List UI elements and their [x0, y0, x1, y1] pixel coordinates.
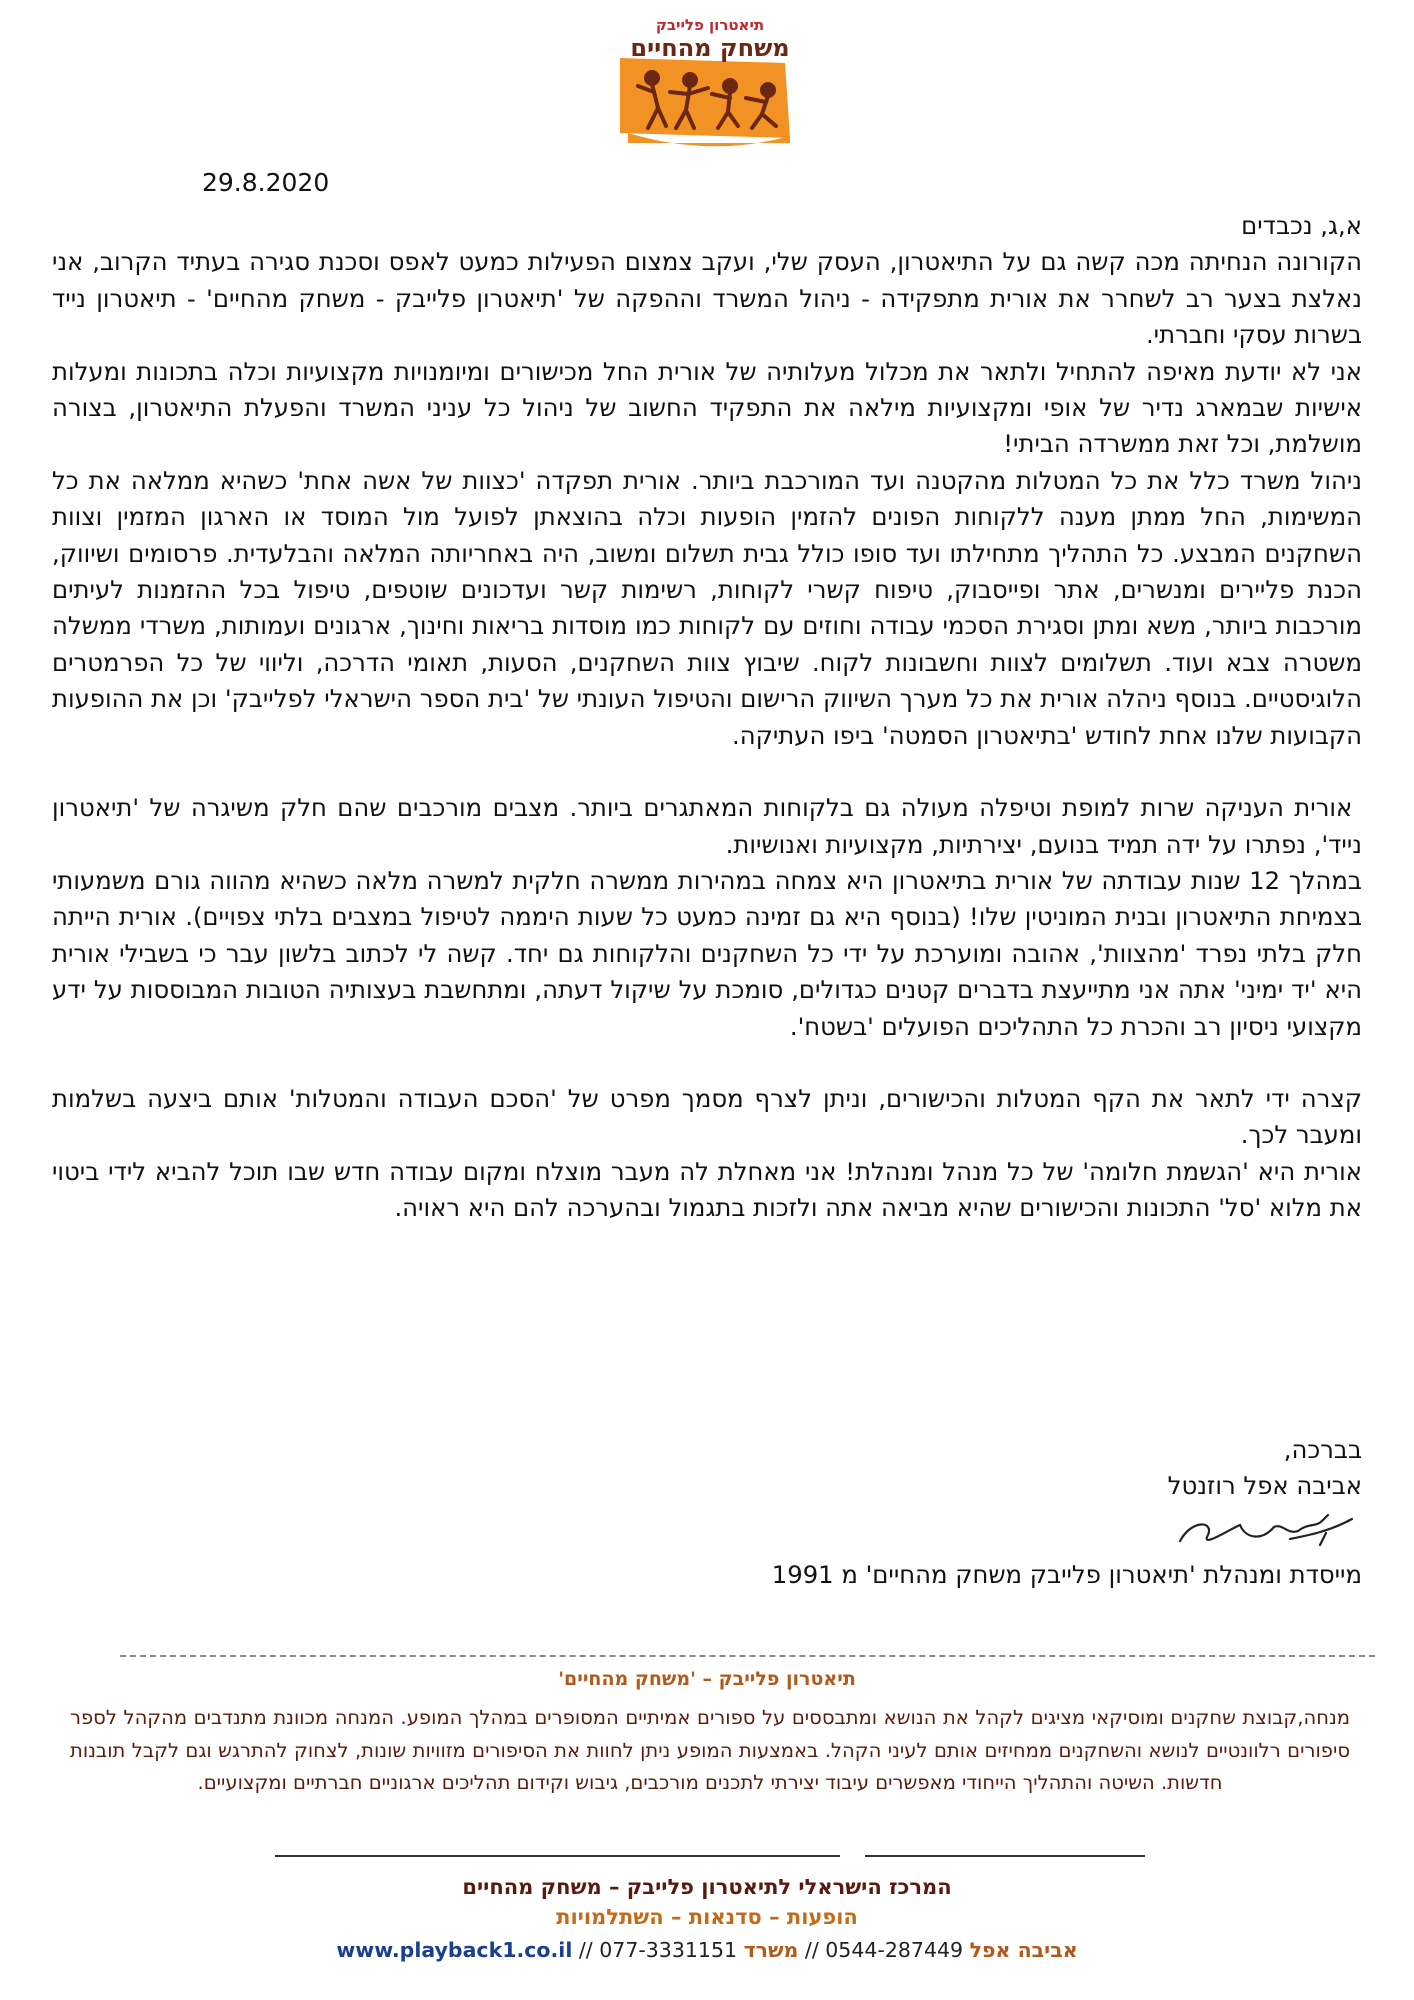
footer-rule-right — [865, 1855, 1145, 1857]
paragraph-6: קצרה ידי לתאר את הקף המטלות והכישורים, וניתן לצרף מסמך מפרט של 'הסכם העבודה והמטלות' אותם ביצעה בשלמות ומעבר לכך. — [52, 1083, 1362, 1150]
mobile-phone[interactable]: 0544-287449 — [825, 1938, 964, 1962]
handwritten-signature — [1170, 1505, 1360, 1555]
footer-rule-left — [275, 1855, 840, 1857]
contact-name: אביבה אפל — [969, 1938, 1078, 1962]
paragraph-4: אורית העניקה שרות למופת וטיפלה מעולה גם בלקוחות המאתגרים ביותר. מצבים מורכבים שהם חלק משיגרה של 'תיאטרון נייד', נפתרו על ידה תמיד בנועם, יצירתיות, מקצועיות ואנושיות. — [52, 793, 1362, 859]
separator: // — [578, 1938, 593, 1962]
center-services: הופעות – סדנאות – השתלמויות — [556, 1905, 858, 1929]
closing-greeting: בברכה, — [1283, 1435, 1362, 1464]
logo-line2: משחק מהחיים — [630, 34, 790, 62]
separator: // — [804, 1938, 819, 1962]
website-link[interactable]: www.playback1.co.il — [336, 1938, 573, 1962]
paragraph-1: הקורונה הנחיתה מכה קשה גם על התיאטרון, העסק שלי, ועקב צמצום הפעילות כמעט לאפס וסכנת סגירה בעתיד הקרוב, אני נאלצת בצער רב לשחרר את אורית מתפקידה - ניהול המשרד וההפקה של 'תיאטרון פלייבק - משחק מהחיים' - תיאטרון נייד בשרות עסקי וחברתי. — [52, 247, 1362, 350]
letter-date: 29.8.2020 — [202, 168, 330, 197]
footer-divider — [120, 1655, 1375, 1657]
paragraph-5: במהלך 12 שנות עבודתה של אורית בתיאטרון היא צמחה במהירות ממשרה חלקית למשרה מלאה כשהיא מהווה גורם משמעותי בצמיחת התיאטרון ובנית המוניטין שלו! (בנוסף היא גם זמינה כמעט כל שעות היממה לטיפול במצבים בלתי צפויים). אורית הייתה חלק בלתי נפרד 'מהצוות', אהובה ומוערכת על ידי כל השחקנים והלקוחות גם יחד. קשה לי לכתוב בלשון עבר כי בשבילי אורית היא 'יד ימיני' אתה אני מתייעצת בדברים קטנים כגדולים, סומכת על שיקול דעתה, ומתחשבת בעצותיה הטובות המבוססות על ידע מקצועי ניסיון רב והכרת כל התהליכים הפועלים 'בשטח'. — [52, 865, 1362, 1041]
letter-body — [52, 208, 1362, 1227]
paragraph-2: אני לא יודעת מאיפה להתחיל ולתאר את מכלול מעלותיה של אורית החל מכישורים ומיומנויות מקצועיות וכלה בתכונות ומעלות אישיות שבמארג נדיר של אופי ומקצועיות מילאה את התפקיד החשוב של ניהול כל עניני המשרד והפעלת התיאטרון, בצורה מושלמת, וכל זאת ממשרדה הביתי! — [52, 356, 1362, 459]
footer-description: מנחה,קבוצת שחקנים ומוסיקאי מציגים לקהל את הנושא ומתבססים על ספורים אמיתיים המסופרים במהלך המופע. המנחה מכוונת מתנדבים מהקהל לספר סיפורים רלוונטיים לנושא והשחקנים ממחיזים אותם לעיני הקהל. באמצעות המופע ניתן לחוות את הסיפורים מזוויות שונות, לצחוק להתרגש וגם לקבל תובנות חדשות. השיטה והתהליך הייחודי מאפשרים עיבוד יצירתי לתכנים מורכבים, גיבוש וקידום תהליכים ארגוניים חברתיים ומקצועיים. — [70, 1706, 1350, 1794]
closing-block — [1168, 1432, 1362, 1505]
signer-name: אביבה אפל רוזנטל — [1167, 1471, 1362, 1501]
office-phone[interactable]: 077-3331151 — [599, 1938, 738, 1962]
contact-line — [0, 1938, 1414, 1962]
paragraph-7: אורית היא 'הגשמת חלומה' של כל מנהל ומנהלת! אני מאחלת לה מעבר מוצלח ומקום עבודה חדש שבו תוכל להביא לידי ביטוי את מלוא 'סל' התכונות והכישורים שהיא מביאה אתה ולזכות בתגמול ובהערכה להם היא ראויה. — [52, 1156, 1362, 1223]
office-label: משרד — [743, 1938, 799, 1962]
theater-logo — [600, 8, 820, 148]
paragraph-3: ניהול משרד כלל את כל המטלות מהקטנה ועד המורכבת ביותר. אורית תפקדה 'כצוות של אשה אחת' כשהיא ממלאה את כל המשימות, החל ממתן מענה ללקוחות הפונים להזמין הופעות וכלה בהוצאתן לפועל מול המוסד או הארגון המזמין וצוות השחקנים המבצע. כל התהליך מתחילתו ועד סופו כולל גבית תשלום ומשוב, היה באחריותה המלאה והבלעדית. פרסומים ושיווק, הכנת פליירים ומנשרים, אתר ופייסבוק, טיפוח קשרי לקוחות, רשימות קשר ועדכונים שוטפים, טיפול בכל ההזמנות לעיתים מורכבות ביותר, משא ומתן וסגירת הסכמי עבודה וחוזים עם לקוחות כמו מוסדות בריאות וחינוך, ארגונים ועמותות, משרדי ממשלה משטרה צבא ועוד. תשלומים לצוות וחשבונות לקוח. שיבוץ צוות השחקנים, הסעות, תאומי הדרכה, וליווי של כל הפרמטרים הלוגיסטיים. בנוסף ניהלה אורית את כל מערך השיווק הרישום והטיפול העונתי של 'בית הספר הישראלי לפלייבק' וכן את ההופעות הקבועות שלנו אחת לחודש 'בתיאטרון הסמטה' ביפו העתיקה. — [52, 465, 1362, 750]
signer-title: מייסדת ומנהלת 'תיאטרון פלייבק משחק מהחיים' מ 1991 — [771, 1560, 1362, 1589]
footer-title: תיאטרון פלייבק – 'משחק מהחיים' — [558, 1668, 856, 1690]
logo-stage-shape — [620, 58, 790, 138]
salutation: א,ג, נכבדים — [1241, 211, 1362, 240]
logo-line1: תיאטרון פלייבק — [655, 16, 765, 34]
center-name: המרכז הישראלי לתיאטרון פלייבק – משחק מהחיים — [462, 1875, 952, 1899]
